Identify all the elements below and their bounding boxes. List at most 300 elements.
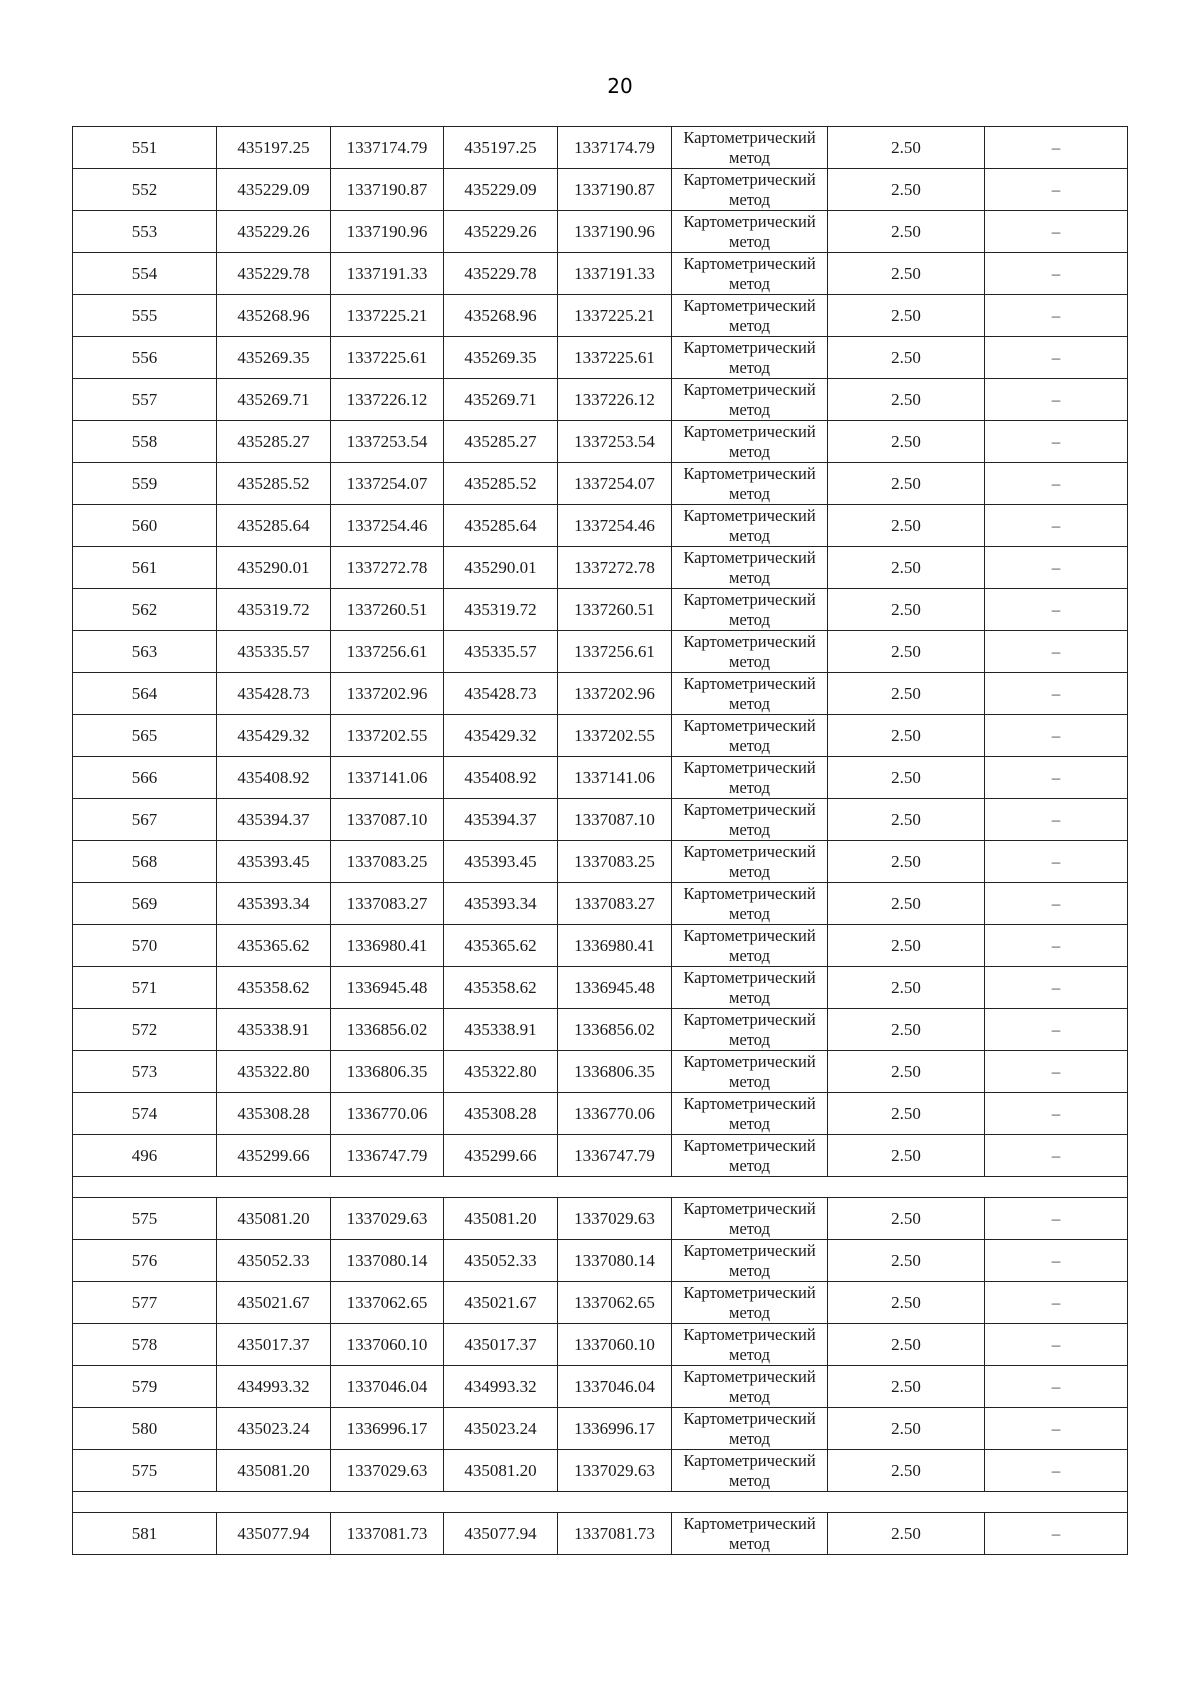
point-number-cell: 574 [73,1093,217,1135]
x-old-cell: 435290.01 [217,547,331,589]
table-row [73,799,1128,841]
accuracy-cell: 2.50 [828,1198,985,1240]
x-new-cell: 435197.25 [444,127,558,169]
description-cell: – [985,967,1128,1009]
x-old-cell: 435322.80 [217,1051,331,1093]
description-cell: – [985,589,1128,631]
point-number-cell: 566 [73,757,217,799]
point-number-cell: 581 [73,1513,217,1555]
y-new-cell: 1337029.63 [558,1198,672,1240]
y-old-cell: 1337083.27 [331,883,444,925]
coordinates-table-body [73,127,1128,1555]
description-cell: – [985,295,1128,337]
accuracy-cell: 2.50 [828,211,985,253]
accuracy-cell: 2.50 [828,673,985,715]
description-cell: – [985,1366,1128,1408]
x-new-cell: 435269.35 [444,337,558,379]
method-cell: Картометрический метод [672,631,828,673]
point-number-cell: 570 [73,925,217,967]
accuracy-cell: 2.50 [828,253,985,295]
accuracy-cell: 2.50 [828,1513,985,1555]
x-old-cell: 435428.73 [217,673,331,715]
method-cell: Картометрический метод [672,127,828,169]
table-row [73,757,1128,799]
accuracy-cell: 2.50 [828,715,985,757]
x-new-cell: 435290.01 [444,547,558,589]
y-new-cell: 1337060.10 [558,1324,672,1366]
x-old-cell: 434993.32 [217,1366,331,1408]
point-number-cell: 553 [73,211,217,253]
method-cell: Картометрический метод [672,421,828,463]
y-old-cell: 1336945.48 [331,967,444,1009]
x-old-cell: 435365.62 [217,925,331,967]
accuracy-cell: 2.50 [828,1366,985,1408]
description-cell: – [985,631,1128,673]
x-old-cell: 435429.32 [217,715,331,757]
x-new-cell: 435365.62 [444,925,558,967]
y-new-cell: 1337272.78 [558,547,672,589]
description-cell: – [985,1324,1128,1366]
accuracy-cell: 2.50 [828,967,985,1009]
x-old-cell: 435081.20 [217,1198,331,1240]
point-number-cell: 562 [73,589,217,631]
y-old-cell: 1337253.54 [331,421,444,463]
accuracy-cell: 2.50 [828,883,985,925]
accuracy-cell: 2.50 [828,631,985,673]
x-old-cell: 435197.25 [217,127,331,169]
y-new-cell: 1336806.35 [558,1051,672,1093]
table-row [73,127,1128,169]
y-old-cell: 1336856.02 [331,1009,444,1051]
x-new-cell: 435229.26 [444,211,558,253]
y-old-cell: 1336770.06 [331,1093,444,1135]
y-new-cell: 1337226.12 [558,379,672,421]
description-cell: – [985,1135,1128,1177]
description-cell: – [985,211,1128,253]
y-old-cell: 1337060.10 [331,1324,444,1366]
y-old-cell: 1337254.46 [331,505,444,547]
method-cell: Картометрический метод [672,253,828,295]
table-row [73,589,1128,631]
accuracy-cell: 2.50 [828,1051,985,1093]
table-row [73,421,1128,463]
accuracy-cell: 2.50 [828,1240,985,1282]
method-cell: Картометрический метод [672,379,828,421]
method-cell: Картометрический метод [672,925,828,967]
accuracy-cell: 2.50 [828,169,985,211]
y-old-cell: 1337080.14 [331,1240,444,1282]
y-new-cell: 1337081.73 [558,1513,672,1555]
x-new-cell: 435429.32 [444,715,558,757]
method-cell: Картометрический метод [672,295,828,337]
y-old-cell: 1337081.73 [331,1513,444,1555]
point-number-cell: 558 [73,421,217,463]
y-new-cell: 1336770.06 [558,1093,672,1135]
contour-separator-row [73,1492,1128,1513]
y-old-cell: 1336747.79 [331,1135,444,1177]
table-row [73,715,1128,757]
y-old-cell: 1337190.87 [331,169,444,211]
point-number-cell: 578 [73,1324,217,1366]
description-cell: – [985,925,1128,967]
y-old-cell: 1337272.78 [331,547,444,589]
x-new-cell: 434993.32 [444,1366,558,1408]
x-old-cell: 435023.24 [217,1408,331,1450]
method-cell: Картометрический метод [672,967,828,1009]
method-cell: Картометрический метод [672,169,828,211]
x-old-cell: 435229.09 [217,169,331,211]
point-number-cell: 557 [73,379,217,421]
table-row [73,463,1128,505]
y-old-cell: 1337029.63 [331,1198,444,1240]
y-old-cell: 1337191.33 [331,253,444,295]
table-row [73,1240,1128,1282]
point-number-cell: 575 [73,1450,217,1492]
x-new-cell: 435052.33 [444,1240,558,1282]
accuracy-cell: 2.50 [828,1408,985,1450]
description-cell: – [985,757,1128,799]
x-old-cell: 435335.57 [217,631,331,673]
point-number-cell: 571 [73,967,217,1009]
method-cell: Картометрический метод [672,505,828,547]
x-old-cell: 435308.28 [217,1093,331,1135]
x-new-cell: 435428.73 [444,673,558,715]
y-new-cell: 1337202.55 [558,715,672,757]
description-cell: – [985,1051,1128,1093]
method-cell: Картометрический метод [672,1240,828,1282]
y-new-cell: 1337080.14 [558,1240,672,1282]
method-cell: Картометрический метод [672,1051,828,1093]
contour-separator-cell [73,1492,1128,1513]
method-cell: Картометрический метод [672,1093,828,1135]
x-new-cell: 435308.28 [444,1093,558,1135]
accuracy-cell: 2.50 [828,757,985,799]
x-new-cell: 435077.94 [444,1513,558,1555]
x-new-cell: 435269.71 [444,379,558,421]
point-number-cell: 560 [73,505,217,547]
y-old-cell: 1337202.55 [331,715,444,757]
y-old-cell: 1336980.41 [331,925,444,967]
x-new-cell: 435285.27 [444,421,558,463]
table-row [73,379,1128,421]
method-cell: Картометрический метод [672,799,828,841]
description-cell: – [985,1282,1128,1324]
description-cell: – [985,1240,1128,1282]
x-old-cell: 435299.66 [217,1135,331,1177]
x-new-cell: 435268.96 [444,295,558,337]
method-cell: Картометрический метод [672,589,828,631]
y-new-cell: 1337087.10 [558,799,672,841]
x-old-cell: 435017.37 [217,1324,331,1366]
x-old-cell: 435229.78 [217,253,331,295]
point-number-cell: 561 [73,547,217,589]
point-number-cell: 579 [73,1366,217,1408]
accuracy-cell: 2.50 [828,1135,985,1177]
x-new-cell: 435017.37 [444,1324,558,1366]
table-row [73,1450,1128,1492]
y-new-cell: 1337260.51 [558,589,672,631]
table-row [73,883,1128,925]
point-number-cell: 577 [73,1282,217,1324]
x-new-cell: 435338.91 [444,1009,558,1051]
y-new-cell: 1336856.02 [558,1009,672,1051]
y-new-cell: 1337046.04 [558,1366,672,1408]
table-row [73,211,1128,253]
y-old-cell: 1336996.17 [331,1408,444,1450]
x-new-cell: 435394.37 [444,799,558,841]
description-cell: – [985,421,1128,463]
y-new-cell: 1337225.61 [558,337,672,379]
method-cell: Картометрический метод [672,1366,828,1408]
table-row [73,1009,1128,1051]
description-cell: – [985,1408,1128,1450]
x-old-cell: 435268.96 [217,295,331,337]
method-cell: Картометрический метод [672,883,828,925]
description-cell: – [985,169,1128,211]
method-cell: Картометрический метод [672,1198,828,1240]
table-row [73,1093,1128,1135]
accuracy-cell: 2.50 [828,1282,985,1324]
y-old-cell: 1337254.07 [331,463,444,505]
x-old-cell: 435338.91 [217,1009,331,1051]
table-row [73,631,1128,673]
x-old-cell: 435394.37 [217,799,331,841]
table-row [73,295,1128,337]
point-number-cell: 564 [73,673,217,715]
table-row [73,673,1128,715]
accuracy-cell: 2.50 [828,589,985,631]
y-old-cell: 1337225.61 [331,337,444,379]
accuracy-cell: 2.50 [828,463,985,505]
x-old-cell: 435081.20 [217,1450,331,1492]
y-old-cell: 1337029.63 [331,1450,444,1492]
page-number: 20 [607,74,633,98]
point-number-cell: 565 [73,715,217,757]
method-cell: Картометрический метод [672,841,828,883]
table-row [73,1135,1128,1177]
accuracy-cell: 2.50 [828,1093,985,1135]
y-new-cell: 1337190.87 [558,169,672,211]
table-row [73,337,1128,379]
y-old-cell: 1337174.79 [331,127,444,169]
x-old-cell: 435319.72 [217,589,331,631]
x-new-cell: 435285.64 [444,505,558,547]
method-cell: Картометрический метод [672,211,828,253]
table-row [73,505,1128,547]
x-old-cell: 435408.92 [217,757,331,799]
table-row [73,1513,1128,1555]
table-row [73,1051,1128,1093]
point-number-cell: 559 [73,463,217,505]
table-row [73,547,1128,589]
accuracy-cell: 2.50 [828,1324,985,1366]
description-cell: – [985,673,1128,715]
y-new-cell: 1337254.07 [558,463,672,505]
y-new-cell: 1337202.96 [558,673,672,715]
y-new-cell: 1337190.96 [558,211,672,253]
description-cell: – [985,1513,1128,1555]
y-old-cell: 1337260.51 [331,589,444,631]
accuracy-cell: 2.50 [828,799,985,841]
x-new-cell: 435299.66 [444,1135,558,1177]
point-number-cell: 563 [73,631,217,673]
description-cell: – [985,1450,1128,1492]
x-new-cell: 435229.78 [444,253,558,295]
x-new-cell: 435393.34 [444,883,558,925]
accuracy-cell: 2.50 [828,925,985,967]
accuracy-cell: 2.50 [828,1009,985,1051]
y-new-cell: 1337191.33 [558,253,672,295]
x-new-cell: 435285.52 [444,463,558,505]
y-new-cell: 1337083.27 [558,883,672,925]
accuracy-cell: 2.50 [828,295,985,337]
y-new-cell: 1337254.46 [558,505,672,547]
x-new-cell: 435023.24 [444,1408,558,1450]
x-old-cell: 435285.52 [217,463,331,505]
x-old-cell: 435393.34 [217,883,331,925]
x-new-cell: 435393.45 [444,841,558,883]
y-old-cell: 1337087.10 [331,799,444,841]
description-cell: – [985,505,1128,547]
point-number-cell: 556 [73,337,217,379]
y-new-cell: 1336980.41 [558,925,672,967]
x-old-cell: 435021.67 [217,1282,331,1324]
point-number-cell: 573 [73,1051,217,1093]
description-cell: – [985,1093,1128,1135]
x-new-cell: 435319.72 [444,589,558,631]
x-old-cell: 435358.62 [217,967,331,1009]
description-cell: – [985,253,1128,295]
y-old-cell: 1337256.61 [331,631,444,673]
description-cell: – [985,715,1128,757]
x-new-cell: 435322.80 [444,1051,558,1093]
accuracy-cell: 2.50 [828,421,985,463]
y-new-cell: 1337256.61 [558,631,672,673]
description-cell: – [985,547,1128,589]
y-old-cell: 1336806.35 [331,1051,444,1093]
accuracy-cell: 2.50 [828,379,985,421]
coordinates-table [72,126,1128,1555]
point-number-cell: 496 [73,1135,217,1177]
method-cell: Картометрический метод [672,1009,828,1051]
description-cell: – [985,337,1128,379]
x-old-cell: 435077.94 [217,1513,331,1555]
table-row [73,1282,1128,1324]
point-number-cell: 568 [73,841,217,883]
x-new-cell: 435021.67 [444,1282,558,1324]
accuracy-cell: 2.50 [828,1450,985,1492]
point-number-cell: 580 [73,1408,217,1450]
method-cell: Картометрический метод [672,715,828,757]
point-number-cell: 554 [73,253,217,295]
description-cell: – [985,883,1128,925]
point-number-cell: 576 [73,1240,217,1282]
contour-separator-row [73,1177,1128,1198]
y-new-cell: 1336945.48 [558,967,672,1009]
x-new-cell: 435229.09 [444,169,558,211]
y-old-cell: 1337190.96 [331,211,444,253]
y-new-cell: 1337029.63 [558,1450,672,1492]
x-new-cell: 435408.92 [444,757,558,799]
description-cell: – [985,463,1128,505]
accuracy-cell: 2.50 [828,505,985,547]
table-row [73,1324,1128,1366]
point-number-cell: 569 [73,883,217,925]
point-number-cell: 555 [73,295,217,337]
point-number-cell: 551 [73,127,217,169]
table-row [73,967,1128,1009]
y-new-cell: 1337253.54 [558,421,672,463]
y-old-cell: 1337226.12 [331,379,444,421]
contour-separator-cell [73,1177,1128,1198]
point-number-cell: 567 [73,799,217,841]
x-old-cell: 435229.26 [217,211,331,253]
method-cell: Картометрический метод [672,1513,828,1555]
method-cell: Картометрический метод [672,673,828,715]
method-cell: Картометрический метод [672,1324,828,1366]
table-row [73,925,1128,967]
point-number-cell: 552 [73,169,217,211]
method-cell: Картометрический метод [672,757,828,799]
y-new-cell: 1337083.25 [558,841,672,883]
accuracy-cell: 2.50 [828,841,985,883]
method-cell: Картометрический метод [672,1135,828,1177]
description-cell: – [985,127,1128,169]
y-new-cell: 1337141.06 [558,757,672,799]
x-old-cell: 435285.27 [217,421,331,463]
description-cell: – [985,1009,1128,1051]
y-old-cell: 1337141.06 [331,757,444,799]
x-old-cell: 435052.33 [217,1240,331,1282]
y-new-cell: 1337062.65 [558,1282,672,1324]
y-old-cell: 1337202.96 [331,673,444,715]
y-old-cell: 1337046.04 [331,1366,444,1408]
point-number-cell: 572 [73,1009,217,1051]
method-cell: Картометрический метод [672,463,828,505]
method-cell: Картометрический метод [672,1282,828,1324]
description-cell: – [985,841,1128,883]
point-number-cell: 575 [73,1198,217,1240]
x-old-cell: 435393.45 [217,841,331,883]
accuracy-cell: 2.50 [828,127,985,169]
table-row [73,1408,1128,1450]
y-new-cell: 1336996.17 [558,1408,672,1450]
description-cell: – [985,799,1128,841]
table-row [73,841,1128,883]
y-old-cell: 1337062.65 [331,1282,444,1324]
y-new-cell: 1336747.79 [558,1135,672,1177]
table-row [73,1366,1128,1408]
accuracy-cell: 2.50 [828,337,985,379]
x-new-cell: 435358.62 [444,967,558,1009]
accuracy-cell: 2.50 [828,547,985,589]
description-cell: – [985,1198,1128,1240]
method-cell: Картометрический метод [672,1408,828,1450]
method-cell: Картометрический метод [672,547,828,589]
x-old-cell: 435269.71 [217,379,331,421]
table-row [73,253,1128,295]
x-new-cell: 435081.20 [444,1198,558,1240]
method-cell: Картометрический метод [672,337,828,379]
x-old-cell: 435285.64 [217,505,331,547]
y-new-cell: 1337174.79 [558,127,672,169]
x-old-cell: 435269.35 [217,337,331,379]
y-new-cell: 1337225.21 [558,295,672,337]
x-new-cell: 435335.57 [444,631,558,673]
y-old-cell: 1337225.21 [331,295,444,337]
x-new-cell: 435081.20 [444,1450,558,1492]
table-row [73,169,1128,211]
